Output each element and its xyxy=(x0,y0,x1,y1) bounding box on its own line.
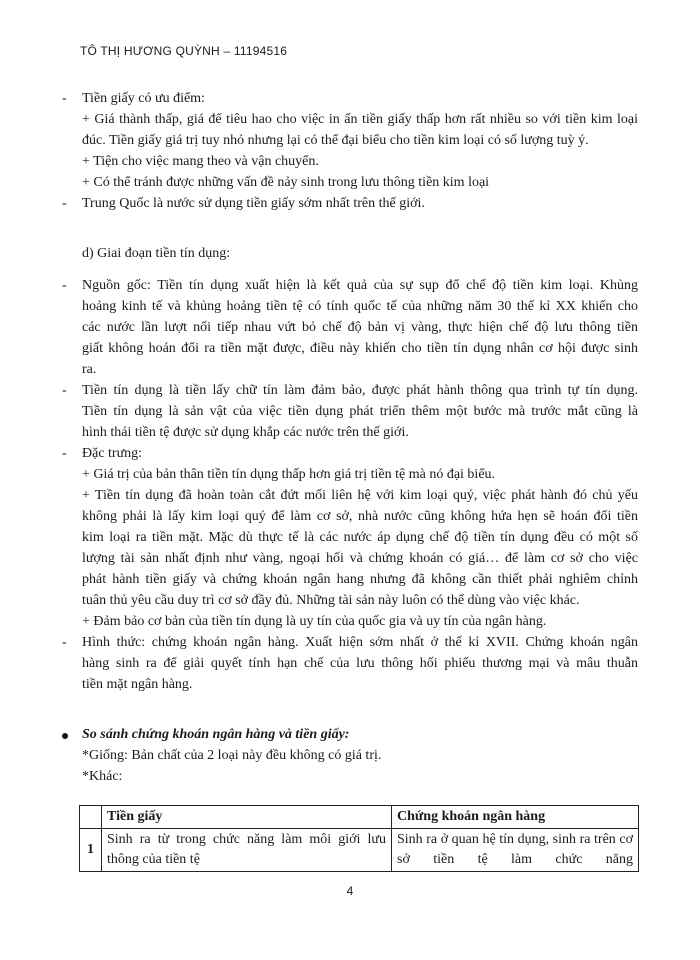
form-line-2: hàng sinh ra để giải quyết tính hạn chế của lưu thông hối phiếu thương mại và mâu thuẫn xyxy=(82,656,638,671)
table-cell: Sinh ra từ trong chức năng làm môi giới lưu thông của tiền tệ xyxy=(102,829,392,872)
feature-2-line-4: lượng tài sản nhất định như vàng, ngoại hối và chứng khoán có giá… để làm cơ sở cho việc xyxy=(82,551,638,566)
feature-2-line-1: + Tiền tín dụng đã hoàn toàn cắt đứt mối liên hệ với kim loại quý, việc phát hành đó chủ yếu xyxy=(82,488,638,503)
document-header: TÔ THỊ HƯƠNG QUỲNH – 11194516 xyxy=(80,44,288,58)
comparison-table xyxy=(79,805,639,872)
form-line-1: Hình thức: chứng khoán ngân hàng. Xuất hiện sớm nhất ở thế kỉ XVII. Chứng khoán ngân xyxy=(82,635,638,650)
definition-line-1: Tiền tín dụng là tiền lấy chữ tín làm đảm bảo, được phát hành thông qua trình tự tín dụng. xyxy=(82,383,638,398)
feature-2-line-3: kim loại ra tiền mặt. Mặc dù thực tế là các nước áp dụng chế độ tiền tín dụng đều có một số xyxy=(82,530,638,545)
features-title: Đặc trưng: xyxy=(82,446,143,461)
origin-line-5: ra. xyxy=(82,362,97,377)
advantage-3: + Có thể tránh được những vấn đề nảy sinh trong lưu thông tiền kim loại xyxy=(82,175,490,190)
page-number: 4 xyxy=(346,884,354,898)
table-header-blank xyxy=(80,806,102,829)
table-row-number: 1 xyxy=(80,829,102,872)
comparison-title: So sánh chứng khoán ngân hàng và tiền giấy: xyxy=(82,727,350,742)
advantages-title: Tiền giấy có ưu điểm: xyxy=(82,91,205,106)
table-cell: Sinh ra ở quan hệ tín dụng, sinh ra trên cơ sở tiền tệ làm chức năng xyxy=(392,829,639,872)
feature-1: + Giá trị của bản thân tiền tín dụng thấp hơn giá trị tiền tệ mà nó đại biểu. xyxy=(82,467,496,482)
list-dash: - xyxy=(62,383,67,398)
form-line-3: tiền mặt ngân hàng. xyxy=(82,677,193,692)
feature-2-line-2: không phải là lấy kim loại quý để làm cơ sở, nhà nước cũng không hứa hẹn sẽ hoán đổi tiền xyxy=(82,509,638,524)
origin-line-1: Nguồn gốc: Tiền tín dụng xuất hiện là kết quả của sự sụp đổ chế độ tiền kim loại. Khủng xyxy=(82,278,638,293)
list-dash: - xyxy=(62,91,67,106)
advantage-1-line-2: đúc. Tiền giấy giá trị tuy nhỏ nhưng lại có thể đại biểu cho tiền kim loại có số lượng tuỳ ý. xyxy=(82,133,589,148)
section-d-heading: d) Giai đoạn tiền tín dụng: xyxy=(82,246,231,261)
comparison-similar: *Giống: Bản chất của 2 loại này đều không có giá trị. xyxy=(82,748,382,763)
origin-line-4: giất không hoán đổi ra tiền mặt được, điều này khiến cho tiền tín dụng nhân cơ hội được sinh xyxy=(82,341,638,356)
list-dash: - xyxy=(62,278,67,293)
table-header-row xyxy=(80,806,639,829)
comparison-different: *Khác: xyxy=(82,769,123,784)
definition-line-3: hình thái tiền tệ được sử dụng khắp các nước trên thế giới. xyxy=(82,425,409,440)
feature-2-line-6: tuân thủ yêu cầu duy trì cơ sở đầy đủ. Những tài sản này luôn có thể dùng vào việc khác. xyxy=(82,593,580,608)
table-header-chung-khoan: Chứng khoán ngân hàng xyxy=(392,806,639,829)
table-row xyxy=(80,829,639,872)
feature-3: + Đảm bảo cơ bản của tiền tín dụng là uy tín của quốc gia và uy tín của ngân hàng. xyxy=(82,614,547,629)
origin-line-3: các nước lần lượt nối tiếp nhau vứt bỏ chế độ bản vị vàng, thực hiện chế độ lưu thông tiền xyxy=(82,320,638,335)
advantage-2: + Tiện cho việc mang theo và vận chuyển. xyxy=(82,154,319,169)
list-dash: - xyxy=(62,196,67,211)
origin-line-2: hoảng kinh tế và khủng hoảng tiền tệ có tính quốc tế của những năm 30 thế kỉ XX khiến cho xyxy=(82,299,638,314)
list-dash: - xyxy=(62,446,67,461)
feature-2-line-5: phát hành tiền giấy và chứng khoán ngân hang nhưng đã không cần thiết phải nghiêm chỉnh xyxy=(82,572,638,587)
definition-line-2: Tiền tín dụng là sản vật của việc tiền dụng phát triển thêm một bước mà trước mắt cũng là xyxy=(82,404,638,419)
china-note: Trung Quốc là nước sử dụng tiền giấy sớm nhất trên thế giới. xyxy=(82,196,425,211)
list-dash: - xyxy=(62,635,67,650)
table-header-tien-giay: Tiền giấy xyxy=(102,806,392,829)
bullet-icon xyxy=(62,733,68,739)
advantage-1-line-1: + Giá thành thấp, giá để tiêu hao cho việc in ấn tiền giấy thấp hơn rất nhiều so với tiền kim loại xyxy=(82,112,638,127)
